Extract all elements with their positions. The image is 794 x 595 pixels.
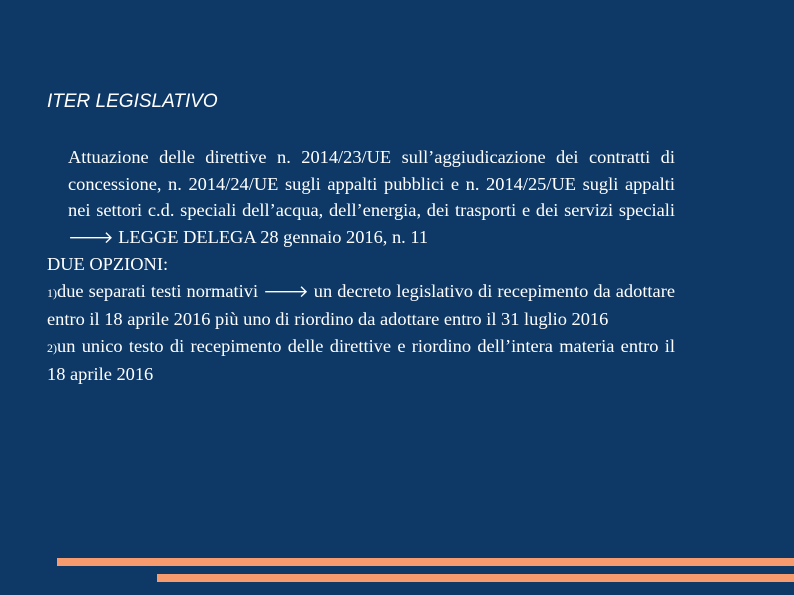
option-2-text: un unico testo di recepimento delle direttive e riordino dell’intera materia entro il 18 aprile 2016 bbox=[47, 335, 675, 384]
option-2-number: 2) bbox=[47, 340, 57, 355]
right-arrow-icon: 🡒 bbox=[68, 227, 114, 248]
option-1-number: 1) bbox=[47, 285, 57, 300]
slide-body bbox=[47, 144, 675, 388]
option-2 bbox=[47, 333, 675, 388]
accent-bar-top bbox=[57, 558, 794, 566]
option-1-text-after: un decreto legislativo di recepimento da adottare entro il 18 aprile 2016 più uno di riordino da adottare entro il 31 luglio 2016 bbox=[47, 280, 675, 329]
intro-text: Attuazione delle direttive n. 2014/23/UE sull’aggiudicazione dei contratti di concessione, n. 2014/24/UE sugli appalti pubblici e n. 2014/25/UE sugli appalti nei settori c.d. speciali dell’acqua, dell’energia, dei trasporti e dei servizi speciali bbox=[68, 147, 675, 220]
intro-paragraph bbox=[68, 144, 675, 251]
intro-result: LEGGE DELEGA 28 gennaio 2016, n. 11 bbox=[118, 226, 429, 247]
options-heading: DUE OPZIONI: bbox=[47, 254, 169, 274]
slide-title: ITER LEGISLATIVO bbox=[47, 91, 218, 112]
option-1-text-before: due separati testi normativi bbox=[57, 280, 259, 301]
option-1 bbox=[47, 278, 675, 333]
accent-bar-bottom bbox=[157, 574, 794, 582]
right-arrow-icon: 🡒 bbox=[263, 281, 309, 302]
